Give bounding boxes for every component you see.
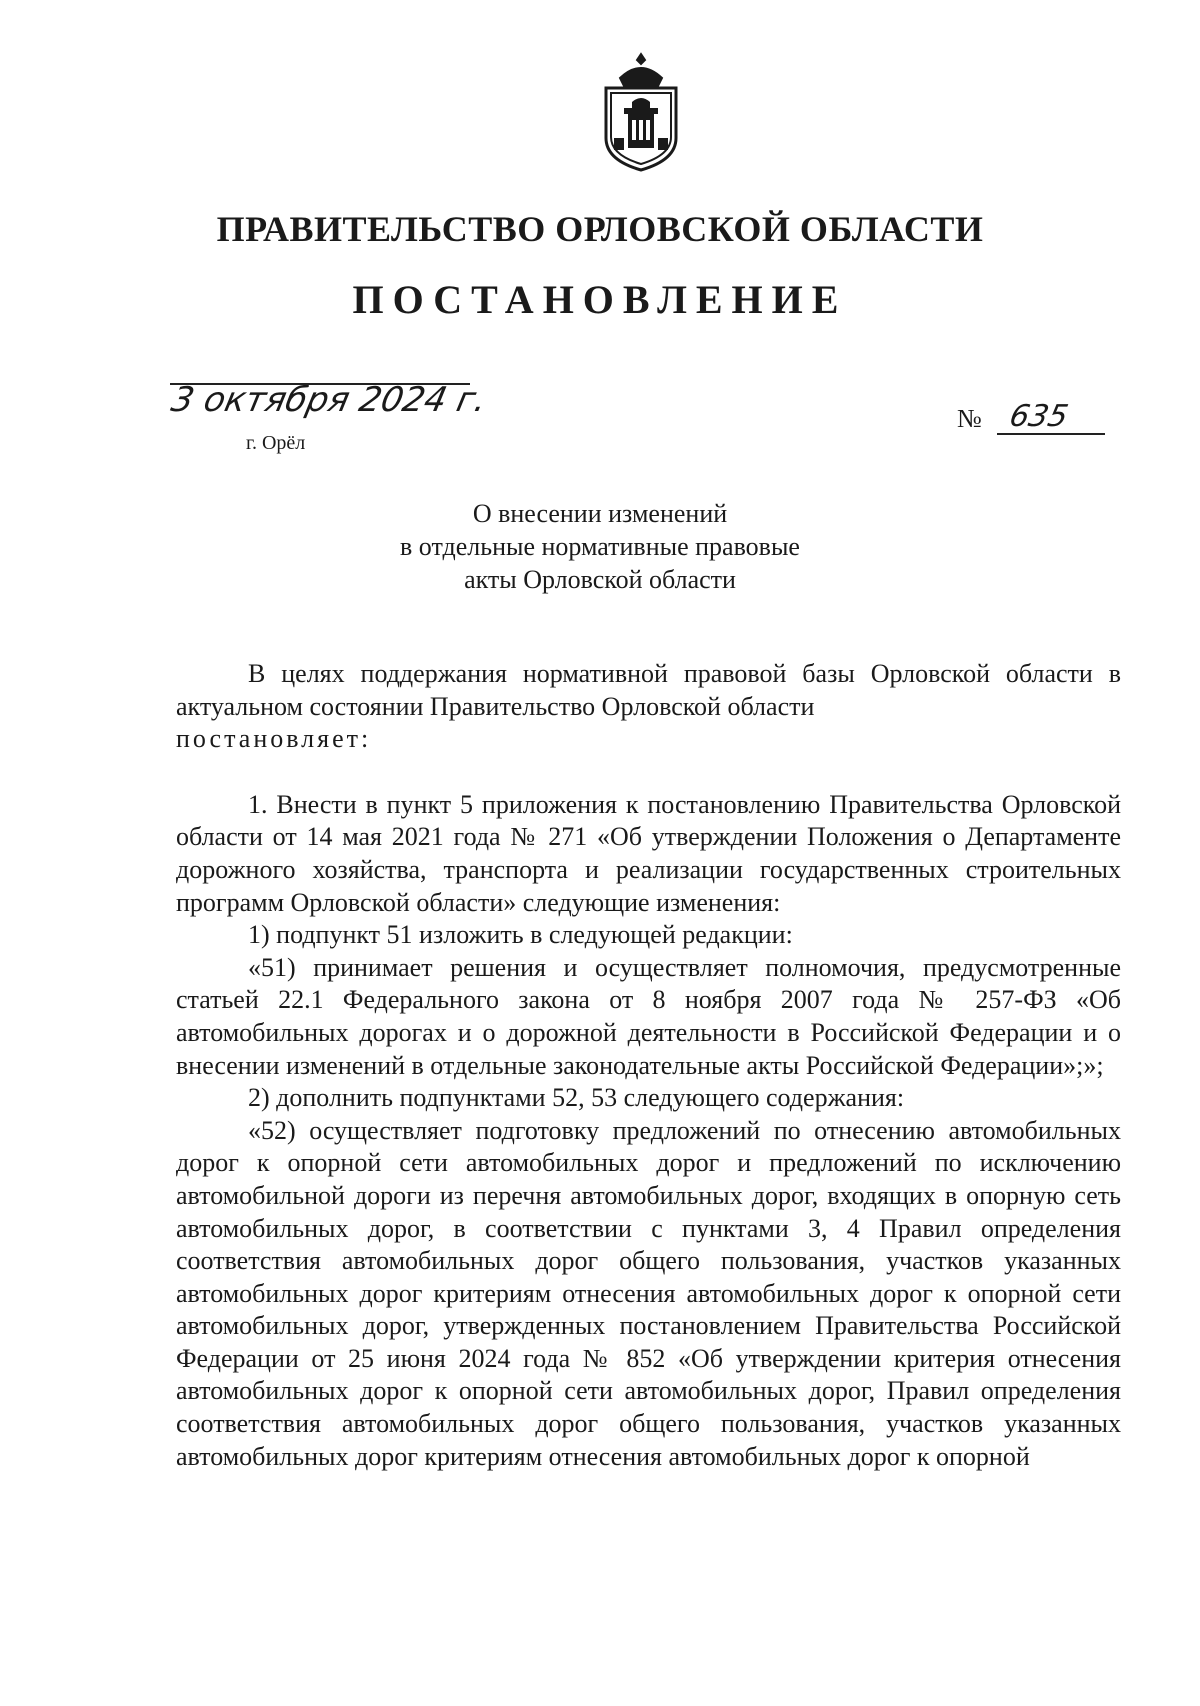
item-1-1-text: «51) принимает решения и осуществляет полномочия, предусмотренные статьей 22.1 Федерального закона от 8 ноября 2007 года № 257-ФЗ «Об автомобильных дорогах и о дорожной деятельности в Российской Федерации и о внесении изменений в отдельные законодательные акты Российской Федерации»;»; [176, 952, 1121, 1080]
subject-line: акты Орловской области [464, 565, 736, 594]
document-number: 635 [1006, 399, 1072, 434]
subject-line: в отдельные нормативные правовые [400, 532, 800, 561]
orel-region-coat-of-arms-icon [598, 52, 684, 174]
item-1-2: 2) дополнить подпунктами 52, 53 следующего содержания: [248, 1083, 905, 1113]
item-1-1: 1) подпункт 51 изложить в следующей редакции: [248, 920, 793, 950]
number-underline [997, 433, 1105, 435]
document-city: г. Орёл [246, 432, 306, 454]
item-1-2-text: «52) осуществляет подготовку предложений по отнесению автомобильных дорог к опорной сети автомобильных дорог и предложений по исключению автомобильной дороги из перечня автомобильных дорог, входящих в опорную сеть автомобильных дорог, в соответствии с пунктами 3, 4 Правил определения соответствия автомобильных дорог общего пользования, участков указанных автомобильных дорог критериям отнесения автомобильных дорог к опорной сети автомобильных дорог, утвержденных постановлением Правительства Российской Федерации от 25 июня 2024 года № 852 «Об утверждении критерия отнесения автомобильных дорог к опорной сети автомобильных дорог, Правил определения соответствия автомобильных дорог общего пользования, участков указанных автомобильных дорог критериям отнесения автомобильных дорог к опорной [176, 1115, 1121, 1471]
document-body [176, 658, 1121, 1473]
document-date: 3 октября 2024 г. [167, 380, 491, 420]
number-label: № [957, 404, 982, 433]
date-underline [170, 383, 470, 385]
document-type: ПОСТАНОВЛЕНИЕ [352, 277, 848, 322]
decree-word: постановляет: [176, 724, 372, 754]
document-subject [0, 497, 1200, 596]
government-name: ПРАВИТЕЛЬСТВО ОРЛОВСКОЙ ОБЛАСТИ [216, 209, 984, 249]
subject-line: О внесении изменений [472, 499, 728, 528]
intro-paragraph: В целях поддержания нормативной правовой базы Орловской области в актуальном состоянии Правительство Орловской области [176, 659, 1121, 721]
item-1: 1. Внести в пункт 5 приложения к постановлению Правительства Орловской области от 14 мая 2021 года № 271 «Об утверждении Положения о Департаменте дорожного хозяйства, транспорта и реализации государственных строительных программ Орловской области» следующие изменения: [176, 789, 1121, 917]
